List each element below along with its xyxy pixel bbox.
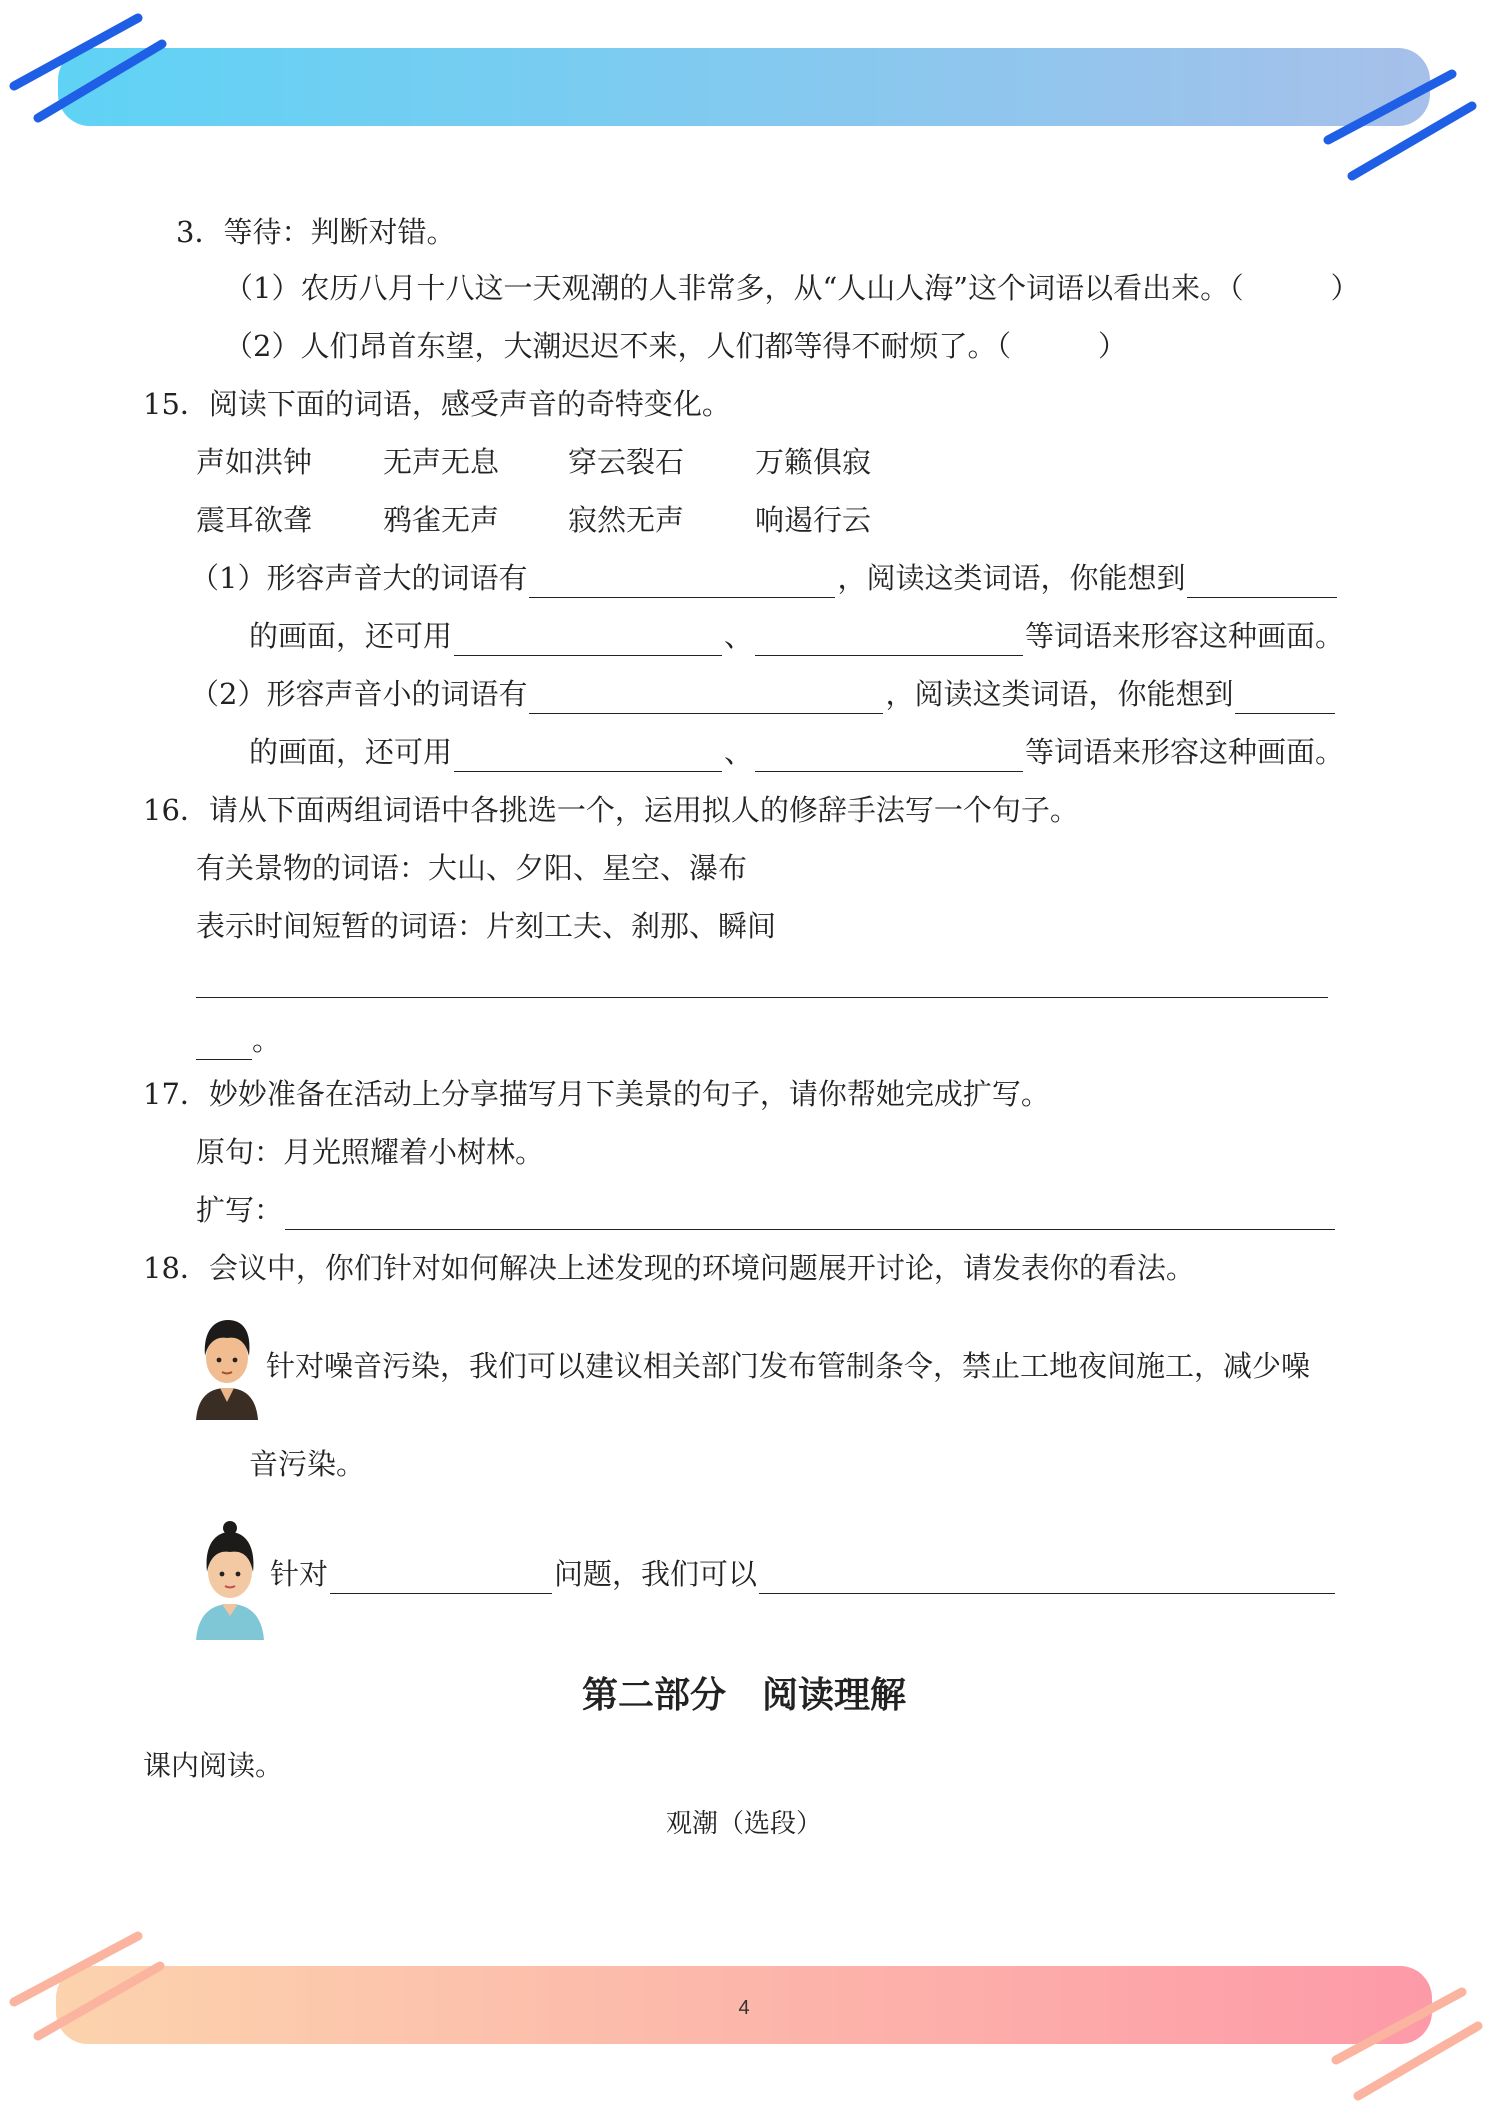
question-17-expand [196,1190,1337,1230]
question-16-group-2: 表示时间短暂的词语：片刻工夫、刹那、瞬间 [196,909,777,943]
text: 、 [724,735,754,769]
text: 等词语来形容这种画面。 [1025,735,1345,769]
girl-avatar [192,1520,268,1640]
text: 扩写： [196,1193,284,1227]
question-17-title: 17．妙妙准备在活动上分享描写月下美景的句子，请你帮她完成扩写。 [143,1077,1050,1111]
page-number: 4 [738,1997,750,2019]
boy-speech-line-2: 音污染。 [249,1447,366,1481]
section-subheading: 课内阅读。 [143,1749,284,1782]
answer-blank[interactable] [1187,567,1337,598]
word-item: 穿云裂石 [568,445,685,479]
text: 针对 [270,1557,329,1591]
answer-line[interactable] [196,997,1328,998]
answer-blank[interactable] [529,567,835,598]
answer-blank[interactable] [759,1563,1335,1594]
word-item: 声如洪钟 [196,445,313,479]
question-16-title: 16．请从下面两组词语中各挑选一个，运用拟人的修辞手法写一个句子。 [143,793,1079,827]
question-15-part-1-line-2 [249,616,1344,656]
answer-blank[interactable] [755,625,1023,656]
answer-blank[interactable] [454,741,722,772]
header-decoration [0,0,1488,190]
word-item: 鸦雀无声 [383,503,500,537]
answer-blank[interactable] [529,683,883,714]
question-16-answer-end [196,1020,281,1060]
question-15-part-1-line-1 [190,558,1339,598]
text: 问题，我们可以 [554,1557,758,1591]
text: （2）形容声音小的词语有 [190,677,528,711]
text: 的画面，还可用 [249,735,453,769]
word-item: 震耳欲聋 [196,503,313,537]
boy-speech-line-1: 针对噪音污染，我们可以建议相关部门发布管制条令，禁止工地夜间施工，减少噪 [266,1349,1311,1383]
word-item: 响遏行云 [755,503,872,537]
question-18-title: 18．会议中，你们针对如何解决上述发现的环境问题展开讨论，请发表你的看法。 [143,1251,1195,1285]
text: 、 [724,619,754,653]
question-14-3-title: 3．等待：判断对错。 [176,215,456,249]
text: 的画面，还可用 [249,619,453,653]
question-15-part-2-line-1 [190,674,1337,714]
question-16-group-1: 有关景物的词语：大山、夕阳、星空、瀑布 [196,851,748,885]
question-14-3-item-1: （1）农历八月十八这一天观潮的人非常多，从“人山人海”这个词语以看出来。（ ） [224,271,1360,305]
text: 。 [252,1023,282,1057]
answer-blank[interactable] [1235,683,1335,714]
question-17-original: 原句：月光照耀着小树林。 [196,1135,545,1169]
answer-blank[interactable] [755,741,1023,772]
text: （1）形容声音大的词语有 [190,561,528,595]
text: ，阅读这类词语，你能想到 [837,561,1186,595]
text: 等词语来形容这种画面。 [1025,619,1345,653]
passage-title: 观潮（选段） [665,1809,822,1839]
question-14-3-item-2: （2）人们昂首东望，大潮迟迟不来，人们都等得不耐烦了。（ ） [224,329,1127,363]
word-item: 无声无息 [383,445,500,479]
answer-blank[interactable] [196,1029,252,1060]
word-item: 万籁俱寂 [755,445,872,479]
girl-speech [270,1554,1337,1594]
section-heading: 第二部分 阅读理解 [581,1675,906,1716]
answer-blank[interactable] [330,1563,552,1594]
word-item: 寂然无声 [568,503,685,537]
question-15-title: 15．阅读下面的词语，感受声音的奇特变化。 [143,387,731,421]
question-15-part-2-line-2 [249,732,1344,772]
answer-blank[interactable] [454,625,722,656]
answer-blank[interactable] [285,1199,1335,1230]
boy-avatar [192,1316,262,1420]
text: ，阅读这类词语，你能想到 [885,677,1234,711]
